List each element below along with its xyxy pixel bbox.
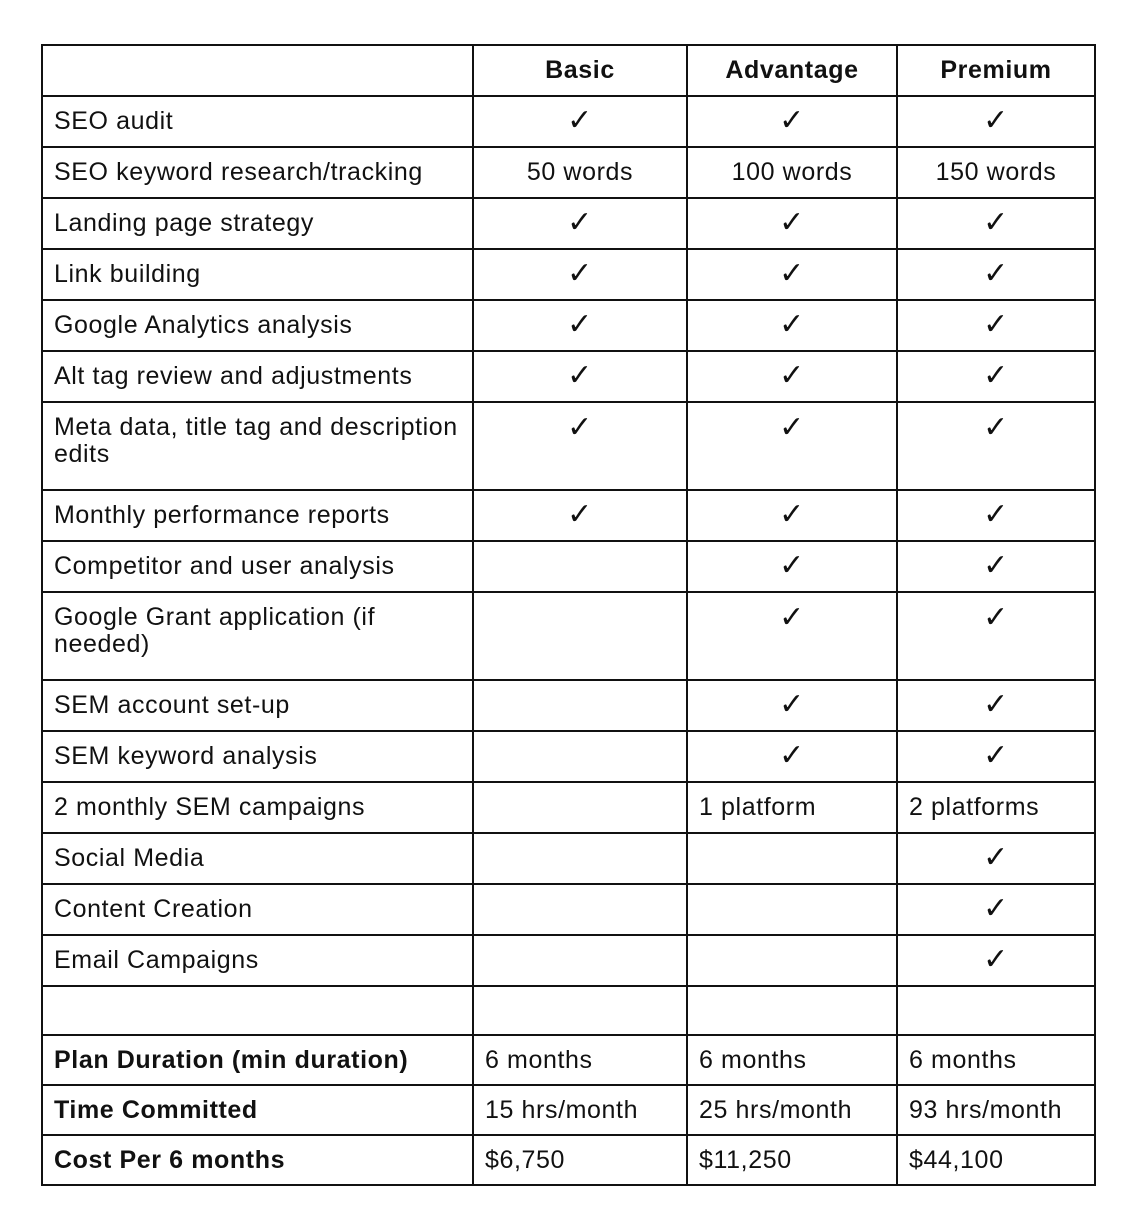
checkmark-icon: ✓ — [983, 548, 1009, 583]
checkmark-icon: ✓ — [983, 738, 1009, 773]
pricing-comparison-table — [41, 44, 1096, 1186]
checkmark-icon: ✓ — [567, 358, 593, 393]
checkmark-icon: ✓ — [983, 891, 1009, 926]
checkmark-icon: ✓ — [779, 738, 805, 773]
feature-name: SEM account set-up — [42, 680, 473, 731]
feature-name: SEM keyword analysis — [42, 731, 473, 782]
summary-value-advantage: 6 months — [687, 1035, 897, 1085]
summary-label: Plan Duration (min duration) — [42, 1035, 473, 1085]
spacer-cell — [42, 986, 473, 1035]
value-cell-basic: 50 words — [473, 147, 687, 198]
checkmark-icon: ✓ — [983, 687, 1009, 722]
value-cell-premium: 2 platforms — [897, 782, 1095, 833]
checkmark-icon: ✓ — [983, 600, 1009, 635]
checkmark-icon: ✓ — [779, 687, 805, 722]
feature-name: Social Media — [42, 833, 473, 884]
checkmark-icon: ✓ — [567, 103, 593, 138]
included-cell-advantage — [687, 198, 897, 249]
checkmark-icon: ✓ — [983, 942, 1009, 977]
feature-name: Competitor and user analysis — [42, 541, 473, 592]
header-blank-cell — [42, 45, 473, 96]
included-cell-premium — [897, 490, 1095, 541]
feature-row — [42, 935, 1095, 986]
summary-value-premium: 93 hrs/month — [897, 1085, 1095, 1135]
included-cell-advantage — [687, 249, 897, 300]
feature-row — [42, 731, 1095, 782]
checkmark-icon: ✓ — [983, 205, 1009, 240]
included-cell-advantage — [687, 680, 897, 731]
included-cell-premium — [897, 351, 1095, 402]
included-cell-advantage — [687, 592, 897, 680]
included-cell-premium — [897, 731, 1095, 782]
included-cell-advantage — [687, 490, 897, 541]
spacer-cell — [473, 986, 687, 1035]
summary-label: Cost Per 6 months — [42, 1135, 473, 1185]
checkmark-icon: ✓ — [779, 205, 805, 240]
checkmark-icon: ✓ — [567, 256, 593, 291]
feature-row — [42, 402, 1095, 490]
included-cell-basic — [473, 198, 687, 249]
feature-name: Landing page strategy — [42, 198, 473, 249]
empty-cell-advantage — [687, 833, 897, 884]
included-cell-premium — [897, 592, 1095, 680]
feature-name: Google Analytics analysis — [42, 300, 473, 351]
checkmark-icon: ✓ — [779, 410, 805, 445]
spacer-section — [42, 986, 1095, 1035]
feature-name: Monthly performance reports — [42, 490, 473, 541]
checkmark-icon: ✓ — [567, 410, 593, 445]
feature-row — [42, 300, 1095, 351]
summary-value-basic: 15 hrs/month — [473, 1085, 687, 1135]
included-cell-basic — [473, 249, 687, 300]
checkmark-icon: ✓ — [567, 307, 593, 342]
summary-value-basic: 6 months — [473, 1035, 687, 1085]
included-cell-premium — [897, 198, 1095, 249]
empty-cell-basic — [473, 833, 687, 884]
feature-row — [42, 541, 1095, 592]
included-cell-premium — [897, 884, 1095, 935]
included-cell-advantage — [687, 402, 897, 490]
checkmark-icon: ✓ — [779, 358, 805, 393]
feature-name: Link building — [42, 249, 473, 300]
feature-row — [42, 680, 1095, 731]
feature-rows — [42, 96, 1095, 986]
checkmark-icon: ✓ — [983, 410, 1009, 445]
checkmark-icon: ✓ — [567, 205, 593, 240]
spacer-row — [42, 986, 1095, 1035]
feature-name: Email Campaigns — [42, 935, 473, 986]
summary-value-premium: $44,100 — [897, 1135, 1095, 1185]
empty-cell-basic — [473, 592, 687, 680]
checkmark-icon: ✓ — [983, 358, 1009, 393]
feature-row — [42, 884, 1095, 935]
included-cell-premium — [897, 96, 1095, 147]
included-cell-premium — [897, 249, 1095, 300]
summary-value-advantage: 25 hrs/month — [687, 1085, 897, 1135]
included-cell-basic — [473, 351, 687, 402]
value-cell-premium: 150 words — [897, 147, 1095, 198]
checkmark-icon: ✓ — [983, 307, 1009, 342]
included-cell-basic — [473, 402, 687, 490]
feature-name: 2 monthly SEM campaigns — [42, 782, 473, 833]
feature-row — [42, 833, 1095, 884]
spacer-cell — [897, 986, 1095, 1035]
included-cell-advantage — [687, 351, 897, 402]
included-cell-basic — [473, 490, 687, 541]
included-cell-premium — [897, 680, 1095, 731]
plan-header-premium: Premium — [897, 45, 1095, 96]
feature-row — [42, 490, 1095, 541]
value-cell-advantage: 1 platform — [687, 782, 897, 833]
empty-cell-advantage — [687, 884, 897, 935]
checkmark-icon: ✓ — [983, 103, 1009, 138]
included-cell-basic — [473, 96, 687, 147]
included-cell-advantage — [687, 96, 897, 147]
included-cell-advantage — [687, 541, 897, 592]
feature-row — [42, 96, 1095, 147]
summary-row — [42, 1035, 1095, 1085]
summary-row — [42, 1135, 1095, 1185]
feature-name: SEO audit — [42, 96, 473, 147]
plan-header-advantage: Advantage — [687, 45, 897, 96]
empty-cell-basic — [473, 782, 687, 833]
checkmark-icon: ✓ — [779, 600, 805, 635]
spacer-cell — [687, 986, 897, 1035]
included-cell-premium — [897, 300, 1095, 351]
included-cell-premium — [897, 541, 1095, 592]
feature-name: Google Grant application (if needed) — [42, 592, 473, 680]
checkmark-icon: ✓ — [983, 497, 1009, 532]
checkmark-icon: ✓ — [779, 256, 805, 291]
summary-value-advantage: $11,250 — [687, 1135, 897, 1185]
included-cell-premium — [897, 833, 1095, 884]
empty-cell-basic — [473, 935, 687, 986]
feature-row — [42, 592, 1095, 680]
feature-row — [42, 198, 1095, 249]
feature-name: Content Creation — [42, 884, 473, 935]
checkmark-icon: ✓ — [567, 497, 593, 532]
included-cell-advantage — [687, 731, 897, 782]
feature-name: Meta data, title tag and description edits — [42, 402, 473, 490]
empty-cell-advantage — [687, 935, 897, 986]
included-cell-premium — [897, 402, 1095, 490]
checkmark-icon: ✓ — [779, 307, 805, 342]
included-cell-advantage — [687, 300, 897, 351]
checkmark-icon: ✓ — [779, 497, 805, 532]
summary-rows — [42, 1035, 1095, 1185]
header-row — [42, 45, 1095, 96]
feature-row — [42, 351, 1095, 402]
included-cell-premium — [897, 935, 1095, 986]
empty-cell-basic — [473, 541, 687, 592]
feature-row — [42, 249, 1095, 300]
summary-label: Time Committed — [42, 1085, 473, 1135]
feature-name: SEO keyword research/tracking — [42, 147, 473, 198]
checkmark-icon: ✓ — [983, 840, 1009, 875]
checkmark-icon: ✓ — [983, 256, 1009, 291]
feature-name: Alt tag review and adjustments — [42, 351, 473, 402]
checkmark-icon: ✓ — [779, 548, 805, 583]
empty-cell-basic — [473, 680, 687, 731]
empty-cell-basic — [473, 884, 687, 935]
plan-header-basic: Basic — [473, 45, 687, 96]
feature-row — [42, 147, 1095, 198]
included-cell-basic — [473, 300, 687, 351]
summary-row — [42, 1085, 1095, 1135]
empty-cell-basic — [473, 731, 687, 782]
feature-row — [42, 782, 1095, 833]
checkmark-icon: ✓ — [779, 103, 805, 138]
summary-value-premium: 6 months — [897, 1035, 1095, 1085]
summary-value-basic: $6,750 — [473, 1135, 687, 1185]
value-cell-advantage: 100 words — [687, 147, 897, 198]
